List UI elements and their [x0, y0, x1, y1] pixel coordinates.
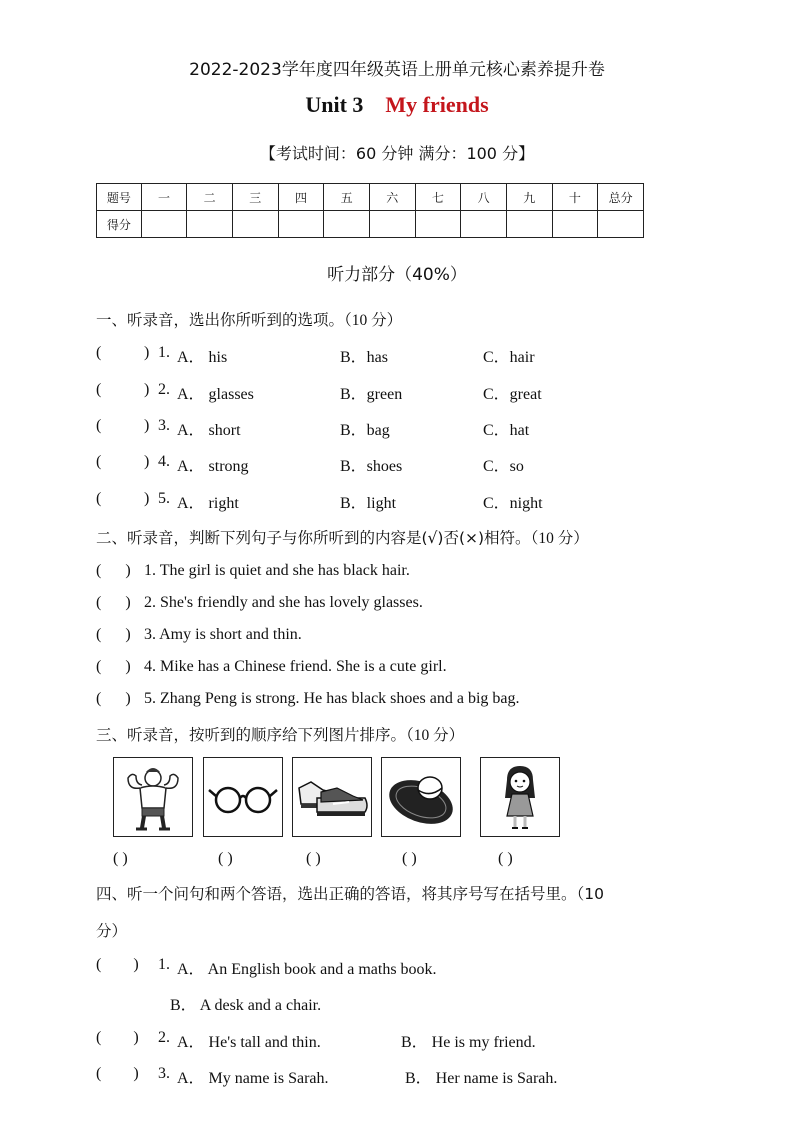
option-c: C．hair	[483, 349, 535, 366]
answer-paren-close: )	[144, 417, 150, 434]
score-input-cell[interactable]	[141, 211, 187, 238]
order-blank[interactable]: ( )	[218, 850, 233, 867]
score-input-cell[interactable]	[598, 211, 644, 238]
unit-number: Unit 3	[305, 92, 364, 117]
girl-icon	[480, 757, 560, 837]
option-c: C．great	[483, 386, 542, 403]
question-number: 1.	[158, 344, 170, 361]
option-c: C．hat	[483, 422, 530, 439]
question-number: 5.	[158, 490, 170, 507]
score-cell: 五	[324, 184, 370, 211]
question-number: 2.	[158, 1029, 170, 1046]
score-cell: 二	[187, 184, 233, 211]
option-a: A． glasses	[177, 386, 254, 403]
answer-paren[interactable]: (	[96, 417, 102, 434]
answer-paren[interactable]: (	[96, 453, 102, 470]
question-number: 3.	[158, 417, 170, 434]
score-input-cell[interactable]	[278, 211, 324, 238]
question-number: 1.	[158, 956, 170, 973]
score-cell: 十	[552, 184, 598, 211]
score-cell: 六	[369, 184, 415, 211]
answer-paren[interactable]: (	[96, 490, 102, 507]
option-a: A． strong	[177, 458, 249, 475]
option-a: A． An English book and a maths book.	[177, 961, 437, 978]
score-input-cell[interactable]	[324, 211, 370, 238]
part3-heading: 三、听录音，按听到的顺序给下列图片排序。（10 分）	[96, 726, 465, 744]
section-title: 听力部分（40%）	[327, 265, 467, 285]
score-input-cell[interactable]	[415, 211, 461, 238]
score-table-score-row	[97, 211, 644, 238]
judge-sentence: 3. Amy is short and thin.	[144, 626, 302, 643]
score-table-header-row	[97, 184, 644, 211]
order-blank[interactable]: ( )	[306, 850, 321, 867]
judge-sentence: 2. She's friendly and she has lovely glasses.	[144, 594, 423, 611]
score-cell: 题号	[97, 184, 142, 211]
option-b: B．shoes	[340, 458, 403, 475]
judge-paren[interactable]: ( )	[96, 690, 131, 707]
judge-paren[interactable]: ( )	[96, 658, 131, 675]
score-input-cell[interactable]	[506, 211, 552, 238]
question-number: 2.	[158, 381, 170, 398]
judge-paren[interactable]: ( )	[96, 562, 131, 579]
unit-title	[0, 92, 794, 118]
option-b: B． He is my friend.	[401, 1034, 536, 1051]
question-number: 3.	[158, 1065, 170, 1082]
order-blank[interactable]: ( )	[113, 850, 128, 867]
part1-heading: 一、听录音，选出你所听到的选项。（10 分）	[96, 311, 403, 329]
score-input-cell[interactable]	[369, 211, 415, 238]
score-cell: 七	[415, 184, 461, 211]
answer-paren-close: )	[144, 381, 150, 398]
answer-paren[interactable]: ( )	[96, 1029, 139, 1046]
exam-info: 【考试时间：60 分钟 满分：100 分】	[259, 144, 535, 163]
option-a: A． He's tall and thin.	[177, 1034, 321, 1051]
option-b: B．green	[340, 386, 403, 403]
score-input-cell[interactable]	[187, 211, 233, 238]
unit-name: My friends	[385, 92, 489, 117]
score-cell: 一	[141, 184, 187, 211]
answer-paren-close: )	[144, 453, 150, 470]
answer-paren[interactable]: ( )	[96, 956, 139, 973]
score-cell: 三	[232, 184, 278, 211]
option-b: B． A desk and a chair.	[170, 997, 322, 1014]
exam-title: 2022-2023学年度四年级英语上册单元核心素养提升卷	[189, 60, 605, 80]
option-a: A． his	[177, 349, 228, 366]
score-label: 得分	[97, 211, 142, 238]
judge-paren[interactable]: ( )	[96, 594, 131, 611]
judge-sentence: 5. Zhang Peng is strong. He has black shoes and a big bag.	[144, 690, 520, 707]
answer-paren[interactable]: ( )	[96, 1065, 139, 1082]
part4-heading-cont: 分）	[96, 922, 128, 940]
score-input-cell[interactable]	[232, 211, 278, 238]
option-b: B． Her name is Sarah.	[405, 1070, 558, 1087]
answer-paren-close: )	[144, 344, 150, 361]
judge-sentence: 1. The girl is quiet and she has black hair.	[144, 562, 410, 579]
score-input-cell[interactable]	[461, 211, 507, 238]
option-c: C．so	[483, 458, 524, 475]
option-a: A． short	[177, 422, 241, 439]
option-b: B．has	[340, 349, 389, 366]
judge-paren[interactable]: ( )	[96, 626, 131, 643]
score-cell: 总分	[598, 184, 644, 211]
option-c: C．night	[483, 495, 543, 512]
score-cell: 四	[278, 184, 324, 211]
answer-paren[interactable]: (	[96, 381, 102, 398]
hat-icon	[381, 757, 461, 837]
glasses-icon	[203, 757, 283, 837]
option-a: A． right	[177, 495, 239, 512]
part4-heading: 四、听一个问句和两个答语，选出正确的答语，将其序号写在括号里。（10	[96, 885, 604, 903]
strong-man-icon	[113, 757, 193, 837]
score-cell: 八	[461, 184, 507, 211]
answer-paren[interactable]: (	[96, 344, 102, 361]
option-b: B．light	[340, 495, 397, 512]
part2-heading: 二、听录音，判断下列句子与你所听到的内容是(√)否(×)相符。（10 分）	[96, 529, 589, 547]
order-blank[interactable]: ( )	[402, 850, 417, 867]
answer-paren-close: )	[144, 490, 150, 507]
judge-sentence: 4. Mike has a Chinese friend. She is a cute girl.	[144, 658, 447, 675]
score-table	[96, 183, 644, 238]
score-input-cell[interactable]	[552, 211, 598, 238]
shoes-icon	[292, 757, 372, 837]
question-number: 4.	[158, 453, 170, 470]
score-cell: 九	[506, 184, 552, 211]
option-a: A． My name is Sarah.	[177, 1070, 329, 1087]
option-b: B．bag	[340, 422, 390, 439]
order-blank[interactable]: ( )	[498, 850, 513, 867]
